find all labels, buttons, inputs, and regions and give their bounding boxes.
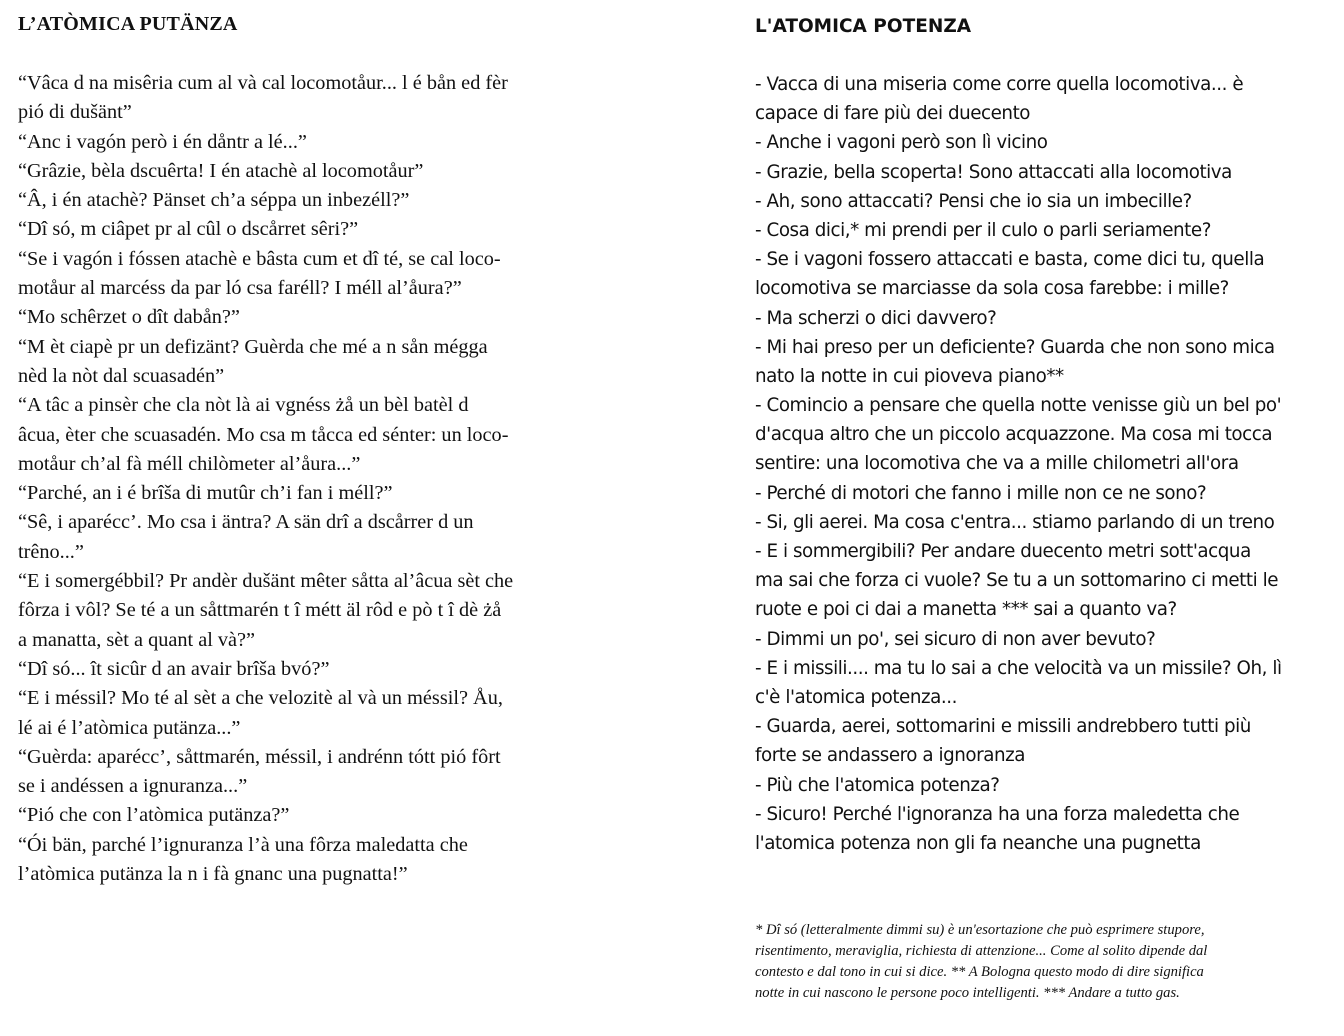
- italian-line: - Si, gli aerei. Ma cosa c'entra... stiamo parlando di un treno: [755, 511, 1275, 533]
- footnote-line: * Dî só (letteralmente dimmi su) è un'esortazione che può esprimere stupore,: [755, 922, 1205, 938]
- italian-translation: [755, 70, 1330, 858]
- italian-column: [755, 12, 1330, 858]
- dialect-title: L’ATÒMICA PUTÄNZA: [18, 13, 238, 35]
- dialect-line: “E i somergébbil? Pr andèr dušänt mêter såtta al’âcua sèt che: [18, 570, 514, 593]
- italian-line: - E i sommergibili? Per andare duecento metri sott'acqua: [755, 541, 1251, 562]
- dialect-line: “Ói bän, parché l’ignuranza l’à una fôrza maledatta che: [18, 833, 468, 856]
- dialect-line: lé ai é l’atòmica putänza...”: [18, 716, 241, 739]
- dialect-line: “Vâca d na misêria cum al và cal locomotåur... l é bån ed fèr: [18, 72, 508, 94]
- italian-line: - Perché di motori che fanno i mille non ce ne sono?: [755, 482, 1207, 504]
- italian-line: - Se i vagoni fossero attaccati e basta, come dici tu, quella: [755, 249, 1265, 271]
- italian-line: - Cosa dici,* mi prendi per il culo o parli seriamente?: [755, 219, 1211, 241]
- italian-line: ma sai che forza ci vuole? Se tu a un sottomarino ci metti le: [755, 570, 1278, 592]
- italian-line: - Sicuro! Perché l'ignoranza ha una forza maledetta che: [755, 803, 1240, 825]
- dialect-line: “Anc i vagón però i én dåntr a lé...”: [18, 130, 307, 153]
- dialect-line: “Pió che con l’atòmica putänza?”: [18, 804, 290, 827]
- dialect-line: âcua, èter che scuasadén. Mo csa m tåcca ed sénter: un loco-: [18, 423, 509, 446]
- italian-line: locomotiva se marciasse da sola cosa farebbe: i mille?: [755, 278, 1229, 300]
- dialect-line: “Mo schêrzet o dît dabån?”: [18, 306, 240, 329]
- dialect-line: pió di dušänt”: [18, 101, 132, 124]
- dialect-line: “Â, i én atachè? Pänset ch’a séppa un inbezéll?”: [18, 189, 410, 212]
- dialect-line: “Grâzie, bèla dscuêrta! I én atachè al locomotåur”: [18, 159, 424, 182]
- footnote-line: notte in cui nascono le persone poco intelligenti. *** Andare a tutto gas.: [755, 985, 1180, 1001]
- dialect-line: l’atòmica putänza la n i fà gnanc una pugnatta!”: [18, 863, 408, 886]
- italian-line: ruote e poi ci dai a manetta *** sai a quanto va?: [755, 599, 1177, 621]
- dialect-line: se i andéssen a ignuranza...”: [18, 775, 248, 798]
- italian-line: sentire: una locomotiva che va a mille chilometri all'ora: [755, 453, 1239, 475]
- dialect-column: [18, 10, 608, 889]
- italian-line: - Mi hai preso per un deficiente? Guarda che non sono mica: [755, 336, 1275, 358]
- dialect-line: “A tâc a pinsèr che cla nòt là ai vgnéss żå un bèl batèl d: [18, 394, 469, 417]
- dialect-poem: [18, 69, 608, 889]
- italian-line: - Grazie, bella scoperta! Sono attaccati alla locomotiva: [755, 161, 1232, 183]
- italian-line: - Anche i vagoni però son lì vicino: [755, 132, 1048, 154]
- italian-line: - E i missili.... ma tu lo sai a che velocità va un missile? Oh, lì: [755, 657, 1282, 679]
- footnote-line: risentimento, meraviglia, richiesta di attenzione... Come al solito dipende dal: [755, 943, 1208, 959]
- dialect-line: “Sê, i aparécc’. Mo csa i äntra? A sän drî a dscårrer d un: [18, 511, 474, 534]
- italian-line: forte se andassero a ignoranza: [755, 745, 1026, 767]
- italian-line: - Più che l'atomica potenza?: [755, 774, 1000, 796]
- dialect-line: “Dî só, m ciâpet pr al cûl o dscårret sêri?”: [18, 218, 359, 241]
- italian-line: - Dimmi un po', sei sicuro di non aver bevuto?: [755, 628, 1156, 650]
- dialect-line: “Guèrda: aparécc’, såttmarén, méssil, i andrénn tótt pió fôrt: [18, 745, 501, 768]
- dialect-line: a manatta, sèt a quant al và?”: [18, 628, 256, 651]
- italian-title: L'ATOMICA POTENZA: [755, 16, 972, 37]
- dialect-line: “E i méssil? Mo té al sèt a che velozitè al và un méssil? Åu,: [18, 687, 503, 710]
- italian-line: - Ma scherzi o dici davvero?: [755, 307, 997, 329]
- dialect-line: “Se i vagón i fóssen atachè e bâsta cum et dî té, se cal loco-: [18, 247, 501, 270]
- italian-line: - Comincio a pensare che quella notte venisse giù un bel po': [755, 395, 1282, 417]
- dialect-line: motåur ch’al fà méll chilòmeter al’åura...”: [18, 452, 361, 475]
- italian-line: l'atomica potenza non gli fa neanche una pugnetta: [755, 832, 1201, 854]
- dialect-line: “M èt ciapè pr un defizänt? Guèrda che mé a n sån mégga: [18, 335, 488, 358]
- italian-line: - Guarda, aerei, sottomarini e missili andrebbero tutti più: [755, 716, 1251, 738]
- italian-line: d'acqua altro che un piccolo acquazzone. Ma cosa mi tocca: [755, 424, 1273, 446]
- dialect-line: motåur al marcéss da par ló csa faréll? I méll al’åura?”: [18, 277, 462, 300]
- dialect-line: fôrza i vôl? Se té a un såttmarén t î métt äl rôd e pò t î dè żå: [18, 599, 502, 622]
- dialect-line: trêno...”: [18, 540, 84, 563]
- italian-line: c'è l'atomica potenza...: [755, 686, 957, 708]
- dialect-line: “Dî só... ît sicûr d an avair brîša bvó?”: [18, 657, 330, 680]
- italian-line: - Ah, sono attaccati? Pensi che io sia un imbecille?: [755, 190, 1192, 212]
- footnotes: [755, 920, 1325, 1004]
- italian-line: - Vacca di una miseria come corre quella locomotiva... è: [755, 74, 1244, 95]
- dialect-line: “Parché, an i é brîša di mutûr ch’i fan i méll?”: [18, 482, 393, 505]
- dialect-line: nèd la nòt dal scuasadén”: [18, 364, 225, 387]
- footnote-line: contesto e dal tono in cui si dice. ** A Bologna questo modo di dire significa: [755, 964, 1204, 980]
- italian-line: nato la notte in cui pioveva piano**: [755, 365, 1064, 387]
- italian-line: capace di fare più dei duecento: [755, 103, 1031, 125]
